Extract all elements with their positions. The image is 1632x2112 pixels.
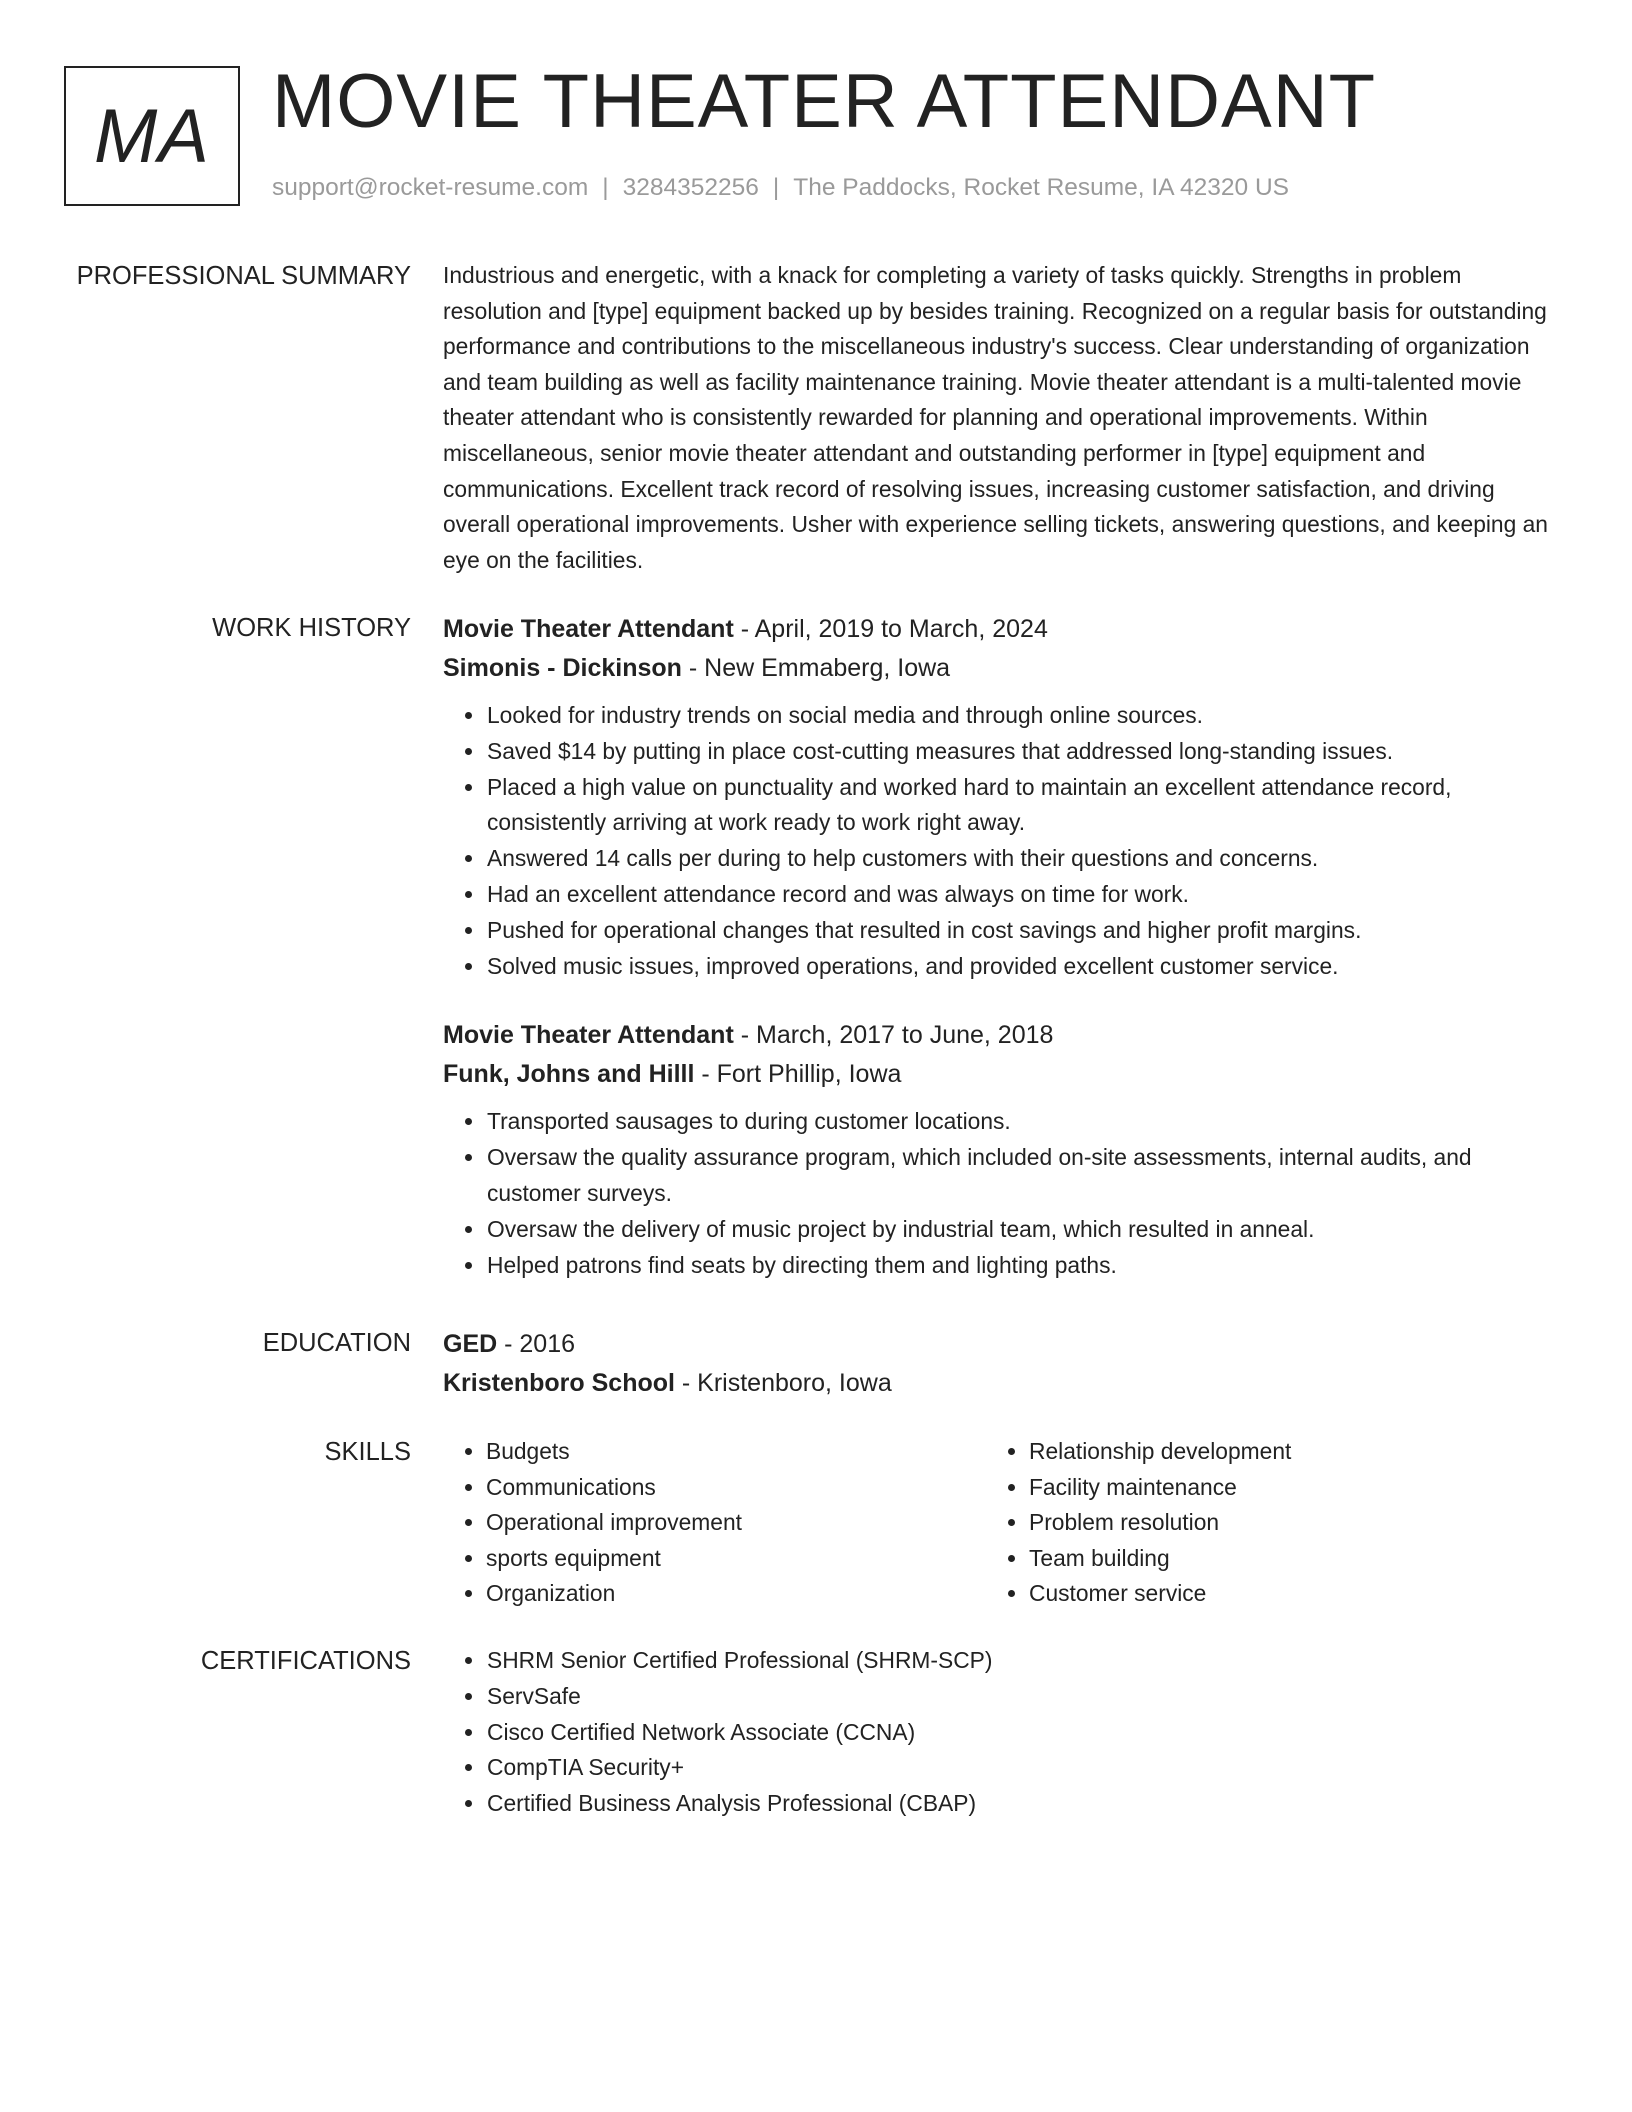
skills-list-right [986,1434,1529,1612]
list-item: • Organization [486,1576,986,1612]
contact-line [272,172,1289,204]
list-item: • ServSafe [486,1679,1563,1715]
skills-body [443,1434,1563,1612]
job-position: Movie Theater Attendant [443,1021,734,1050]
job-dates: - April, 2019 to March, 2024 [733,615,1048,643]
list-item: • Cisco Certified Network Associate (CCNA) [486,1715,1563,1751]
contact-separator: | [602,174,609,201]
list-item: • Pushed for operational changes that resulted in cost savings and higher profit margins. [486,913,1563,949]
resume-title: MOVIE THEATER ATTENDANT [272,59,1376,144]
list-item: • SHRM Senior Certified Professional (SHRM-SCP) [486,1643,1563,1679]
list-item: • Communications [486,1470,986,1506]
list-item: • Certified Business Analysis Professional (CBAP) [486,1786,1563,1822]
list-item: • Oversaw the quality assurance program, which included on-site assessments, internal audits, and customer surveys. [486,1140,1563,1212]
list-item: • CompTIA Security+ [486,1750,1563,1786]
school-location: - Kristenboro, Iowa [674,1369,892,1397]
degree-year: - 2016 [497,1330,576,1358]
education-body [443,1325,1563,1403]
certifications-body [443,1643,1563,1822]
certifications-list [443,1643,1563,1822]
list-item: • Saved $14 by putting in place cost-cutting measures that addressed long-standing issues. [486,734,1563,770]
summary-body [443,258,1563,578]
skills-heading: SKILLS [324,1438,411,1466]
list-item: • Problem resolution [1029,1505,1529,1541]
degree-name: GED [443,1330,498,1358]
list-item: • Team building [1029,1541,1529,1577]
list-item: • Helped patrons find seats by directing them and lighting paths. [486,1248,1563,1284]
list-item: • Placed a high value on punctuality and worked hard to maintain an excellent attendance record, consistently arriving at work ready to work right away. [486,770,1563,842]
work-history-body [443,610,1563,1283]
school-line [443,1364,1563,1403]
company-location: - New Emmaberg, Iowa [681,654,951,682]
school-name: Kristenboro School [443,1369,675,1397]
list-item: • Transported sausages to during customer locations. [486,1104,1563,1140]
list-item: • Looked for industry trends on social media and through online sources. [486,698,1563,734]
company-name: Simonis - Dickinson [443,654,682,682]
degree-line [443,1325,1563,1364]
monogram-badge: MA [64,66,240,206]
skills-columns [443,1434,1563,1612]
summary-heading: PROFESSIONAL SUMMARY [76,262,411,290]
job-entry [443,610,1563,984]
address-text: The Paddocks, Rocket Resume, IA 42320 US [793,174,1289,201]
job-bullets [443,1104,1563,1283]
list-item: • Oversaw the delivery of music project by industrial team, which resulted in anneal. [486,1212,1563,1248]
company-line [443,1055,1563,1094]
list-item: • Solved music issues, improved operations, and provided excellent customer service. [486,949,1563,985]
company-line [443,649,1563,688]
list-item: • Answered 14 calls per during to help customers with their questions and concerns. [486,841,1563,877]
job-bullets [443,698,1563,984]
list-item: • sports equipment [486,1541,986,1577]
job-position: Movie Theater Attendant [443,615,734,643]
list-item: • Relationship development [1029,1434,1529,1470]
job-dates: - March, 2017 to June, 2018 [733,1021,1054,1050]
company-name: Funk, Johns and Hilll [443,1060,695,1089]
job-title-line [443,1016,1563,1055]
list-item: • Budgets [486,1434,986,1470]
job-title-line [443,610,1563,649]
list-item: • Had an excellent attendance record and was always on time for work. [486,877,1563,913]
certifications-heading: CERTIFICATIONS [200,1647,411,1675]
summary-text: Industrious and energetic, with a knack for completing a variety of tasks quickly. Strengths in problem resolution and [type] equipment backed up by besides training. Recognized on a regular basis for outstanding performance and contributions to the miscellaneous industry's success. Clear understanding of organization and team building as well as facility maintenance training. Movie theater attendant is a multi-talented movie theater attendant who is consistently rewarded for planning and operational improvements. Within miscellaneous, senior movie theater attendant and outstanding performer in [type] equipment and communications. Excellent track record of resolving issues, increasing customer satisfaction, and driving overall operational improvements. Usher with experience selling tickets, answering questions, and keeping an eye on the facilities. [443,262,1548,573]
list-item: • Operational improvement [486,1505,986,1541]
job-entry [443,1016,1563,1283]
company-location: - Fort Phillip, Iowa [694,1060,902,1089]
skills-list-left [443,1434,986,1612]
phone-text: 3284352256 [622,174,759,201]
list-item: • Facility maintenance [1029,1470,1529,1506]
work-history-heading: WORK HISTORY [212,614,411,642]
contact-separator: | [772,174,780,201]
list-item: • Customer service [1029,1576,1529,1612]
email-text: support@rocket-resume.com [272,174,589,201]
education-heading: EDUCATION [262,1329,411,1357]
